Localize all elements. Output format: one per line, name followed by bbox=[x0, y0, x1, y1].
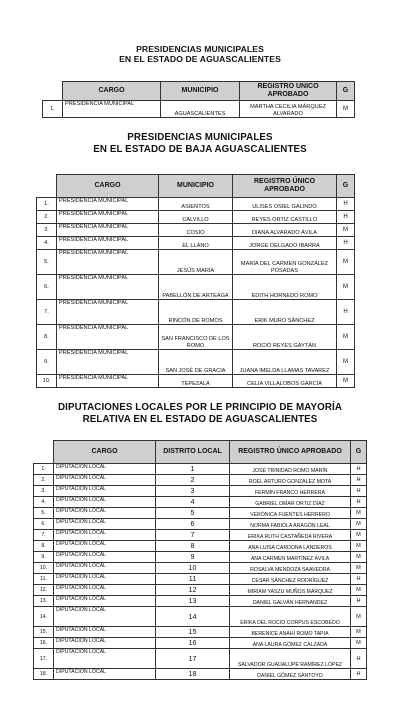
row-number: 4. bbox=[37, 237, 57, 250]
cargo-cell: DIPUTACIÓN LOCAL bbox=[54, 607, 156, 627]
table-row bbox=[37, 325, 355, 350]
distrito-cell: 6 bbox=[156, 519, 230, 530]
row-number: 11. bbox=[34, 574, 54, 585]
cargo-cell: DIPUTACIÓN LOCAL bbox=[54, 574, 156, 585]
cargo-cell: DIPUTACIÓN LOCAL bbox=[54, 475, 156, 486]
header-municipio: MUNICIPIO bbox=[161, 82, 240, 101]
cargo-cell: DIPUTACIÓN LOCAL bbox=[54, 497, 156, 508]
row-number: 1. bbox=[34, 464, 54, 475]
distrito-cell: 5 bbox=[156, 508, 230, 519]
cargo-cell: DIPUTACIÓN LOCAL bbox=[54, 530, 156, 541]
registro-cell: SALVADOR GUADALUPE RAMÍREZ LÓPEZ bbox=[230, 649, 351, 669]
table-row bbox=[34, 530, 367, 541]
municipio-cell: SAN FRANCISCO DE LOS ROMO bbox=[159, 325, 233, 350]
header-g: G bbox=[351, 441, 367, 464]
municipio-cell: EL LLANO bbox=[159, 237, 233, 250]
gender-cell: M bbox=[351, 541, 367, 552]
row-number: 5. bbox=[34, 508, 54, 519]
section3-title-line1: DIPUTACIONES LOCALES POR LE PRINCIPIO DE MAYORÍA bbox=[57, 402, 343, 413]
gender-cell: H bbox=[351, 497, 367, 508]
cargo-cell: DIPUTACIÓN LOCAL bbox=[54, 541, 156, 552]
row-number: 8. bbox=[34, 541, 54, 552]
cargo-cell: DIPUTACIÓN LOCAL bbox=[54, 585, 156, 596]
registro-cell: MARTHA CECILIA MÁRQUEZ ALVARADO bbox=[240, 101, 337, 118]
section1-title-line1: PRESIDENCIAS MUNICIPALES bbox=[136, 44, 264, 54]
gender-cell: M bbox=[351, 530, 367, 541]
table-row bbox=[34, 552, 367, 563]
row-number: 1. bbox=[43, 101, 63, 118]
row-number: 14. bbox=[34, 607, 54, 627]
distrito-cell: 18 bbox=[156, 669, 230, 680]
gender-cell: H bbox=[337, 237, 355, 250]
row-number: 9. bbox=[37, 350, 57, 375]
row-number: 13. bbox=[34, 596, 54, 607]
distrito-cell: 8 bbox=[156, 541, 230, 552]
row-number: 15. bbox=[34, 627, 54, 638]
row-number: 16. bbox=[34, 638, 54, 649]
gender-cell: H bbox=[351, 475, 367, 486]
cargo-cell: DIPUTACIÓN LOCAL bbox=[54, 649, 156, 669]
table-row bbox=[34, 508, 367, 519]
table-row bbox=[34, 519, 367, 530]
cargo-cell: PRESIDENCIA MUNICIPAL bbox=[57, 350, 159, 375]
cargo-cell: DIPUTACIÓN LOCAL bbox=[54, 519, 156, 530]
table-row bbox=[37, 300, 355, 325]
cargo-cell: DIPUTACIÓN LOCAL bbox=[54, 508, 156, 519]
gender-cell: H bbox=[337, 198, 355, 211]
registro-cell: ANA LAURA GÓMEZ CALZADA bbox=[230, 638, 351, 649]
registro-cell: JOSÉ TRINIDAD ROMO MARÍN bbox=[230, 464, 351, 475]
distrito-cell: 11 bbox=[156, 574, 230, 585]
row-number: 5. bbox=[37, 250, 57, 275]
gender-cell: M bbox=[351, 607, 367, 627]
distrito-cell: 10 bbox=[156, 563, 230, 574]
row-number: 7. bbox=[37, 300, 57, 325]
gender-cell: M bbox=[337, 101, 355, 118]
table-row bbox=[34, 497, 367, 508]
municipio-cell: PABELLÓN DE ARTEAGA bbox=[159, 275, 233, 300]
cargo-cell: PRESIDENCIA MUNICIPAL bbox=[57, 224, 159, 237]
table-row bbox=[34, 486, 367, 497]
section1-table bbox=[42, 81, 355, 118]
row-number: 2. bbox=[34, 475, 54, 486]
table-row bbox=[37, 375, 355, 388]
table-row bbox=[37, 211, 355, 224]
row-number: 10. bbox=[37, 375, 57, 388]
cargo-cell: PRESIDENCIA MUNICIPAL bbox=[57, 250, 159, 275]
cargo-cell: PRESIDENCIA MUNICIPAL bbox=[57, 375, 159, 388]
header-cargo: CARGO bbox=[54, 441, 156, 464]
distrito-cell: 17 bbox=[156, 649, 230, 669]
distrito-cell: 9 bbox=[156, 552, 230, 563]
cargo-cell: PRESIDENCIA MUNICIPAL bbox=[57, 237, 159, 250]
gender-cell: H bbox=[337, 300, 355, 325]
row-number: 18. bbox=[34, 669, 54, 680]
distrito-cell: 13 bbox=[156, 596, 230, 607]
gender-cell: H bbox=[351, 649, 367, 669]
registro-cell: ULISES OSIEL GALINDO bbox=[233, 198, 337, 211]
header-cargo: CARGO bbox=[63, 82, 161, 101]
table-row bbox=[34, 627, 367, 638]
row-number: 6. bbox=[37, 275, 57, 300]
row-number: 10. bbox=[34, 563, 54, 574]
table-row bbox=[37, 250, 355, 275]
gender-cell: M bbox=[351, 508, 367, 519]
gender-cell: M bbox=[351, 585, 367, 596]
table-row bbox=[37, 237, 355, 250]
municipio-cell: COSÍO bbox=[159, 224, 233, 237]
gender-cell: H bbox=[351, 574, 367, 585]
table-row bbox=[37, 350, 355, 375]
header-g: G bbox=[337, 82, 355, 101]
gender-cell: H bbox=[351, 464, 367, 475]
distrito-cell: 12 bbox=[156, 585, 230, 596]
registro-cell: MARÍA DEL CARMEN GONZÁLEZ POSADAS bbox=[233, 250, 337, 275]
registro-cell: ANA CARMEN MARTÍNEZ ÁVILA bbox=[230, 552, 351, 563]
registro-cell: DANIEL GÓMEZ SANTOYO bbox=[230, 669, 351, 680]
row-number: 7. bbox=[34, 530, 54, 541]
header-registro: REGISTRO ÚNICO APROBADO bbox=[240, 82, 337, 101]
section3-header-row bbox=[34, 441, 367, 464]
registro-cell: REYES ORTIZ CASTILLO bbox=[233, 211, 337, 224]
section2-table bbox=[36, 174, 355, 388]
row-number: 8. bbox=[37, 325, 57, 350]
row-number: 3. bbox=[34, 486, 54, 497]
registro-cell: GABRIEL OMAR ORTIZ DÍAZ bbox=[230, 497, 351, 508]
table-row bbox=[34, 585, 367, 596]
section2-title-line1: PRESIDENCIAS MUNICIPALES bbox=[127, 132, 273, 143]
section1-header-row bbox=[43, 82, 355, 101]
table-row bbox=[37, 224, 355, 237]
distrito-cell: 1 bbox=[156, 464, 230, 475]
gender-cell: M bbox=[337, 275, 355, 300]
table-row bbox=[34, 649, 367, 669]
header-blank bbox=[37, 175, 57, 198]
cargo-cell: PRESIDENCIA MUNICIPAL bbox=[57, 211, 159, 224]
registro-cell: ROCIÓ REYES GAYTÁN bbox=[233, 325, 337, 350]
registro-cell: CESAR SÁNCHEZ RODRÍGUEZ bbox=[230, 574, 351, 585]
table-row bbox=[34, 596, 367, 607]
registro-cell: DANIEL GALVÁN HERNANDEZ bbox=[230, 596, 351, 607]
header-distrito: DISTRITO LOCAL bbox=[156, 441, 230, 464]
row-number: 17. bbox=[34, 649, 54, 669]
cargo-cell: PRESIDENCIA MUNICIPAL bbox=[63, 101, 161, 118]
cargo-cell: DIPUTACIÓN LOCAL bbox=[54, 486, 156, 497]
header-cargo: CARGO bbox=[57, 175, 159, 198]
municipio-cell: JESÚS MARÍA bbox=[159, 250, 233, 275]
gender-cell: H bbox=[351, 596, 367, 607]
cargo-cell: DIPUTACIÓN LOCAL bbox=[54, 552, 156, 563]
cargo-cell: DIPUTACIÓN LOCAL bbox=[54, 464, 156, 475]
row-number: 12. bbox=[34, 585, 54, 596]
municipio-cell: SAN JOSÉ DE GRACIA bbox=[159, 350, 233, 375]
registro-cell: ERIKA DEL ROCIO CORPUS ESCOBEDO bbox=[230, 607, 351, 627]
cargo-cell: DIPUTACIÓN LOCAL bbox=[54, 638, 156, 649]
distrito-cell: 3 bbox=[156, 486, 230, 497]
row-number: 1. bbox=[37, 198, 57, 211]
section3-title-line2: RELATIVA EN EL ESTADO DE AGUASCALIENTES bbox=[82, 414, 318, 425]
section1-title-line2: EN EL ESTADO DE AGUASCALIENTES bbox=[119, 54, 281, 64]
gender-cell: H bbox=[337, 211, 355, 224]
table-row bbox=[34, 607, 367, 627]
gender-cell: H bbox=[351, 486, 367, 497]
gender-cell: M bbox=[351, 552, 367, 563]
header-blank bbox=[43, 82, 63, 101]
gender-cell: M bbox=[351, 627, 367, 638]
table-row bbox=[34, 574, 367, 585]
gender-cell: M bbox=[337, 375, 355, 388]
row-number: 4. bbox=[34, 497, 54, 508]
registro-cell: MIRIAM YASZU MUÑOS MÁRQUEZ bbox=[230, 585, 351, 596]
cargo-cell: PRESIDENCIA MUNICIPAL bbox=[57, 325, 159, 350]
section2-title-line2: EN EL ESTADO DE BAJA AGUASCALIENTES bbox=[93, 144, 307, 155]
municipio-cell: ASIENTOS bbox=[159, 198, 233, 211]
cargo-cell: DIPUTACIÓN LOCAL bbox=[54, 627, 156, 638]
table-row bbox=[37, 275, 355, 300]
header-registro: REGISTRO ÚNICO APROBADO bbox=[230, 441, 351, 464]
table-row bbox=[34, 669, 367, 680]
registro-cell: BERENICE ANAHÍ ROMO TAPIA bbox=[230, 627, 351, 638]
table-row bbox=[37, 198, 355, 211]
registro-cell: ANA LUISA CARDONA LANDEROS bbox=[230, 541, 351, 552]
gender-cell: M bbox=[337, 325, 355, 350]
registro-cell: ROEL ARTURO GONZÁLEZ MOTA bbox=[230, 475, 351, 486]
registro-cell: JUANA IMELDA LLAMAS TAVAREZ bbox=[233, 350, 337, 375]
cargo-cell: PRESIDENCIA MUNICIPAL bbox=[57, 275, 159, 300]
table-row bbox=[34, 475, 367, 486]
registro-cell: DIANA ALVARADO ÁVILA bbox=[233, 224, 337, 237]
registro-cell: ERIK MURO SÁNCHEZ bbox=[233, 300, 337, 325]
cargo-cell: DIPUTACIÓN LOCAL bbox=[54, 563, 156, 574]
header-municipio: MUNICIPIO bbox=[159, 175, 233, 198]
distrito-cell: 2 bbox=[156, 475, 230, 486]
row-number: 6. bbox=[34, 519, 54, 530]
header-blank bbox=[34, 441, 54, 464]
cargo-cell: DIPUTACIÓN LOCAL bbox=[54, 669, 156, 680]
municipio-cell: AGUASCALIENTES bbox=[161, 101, 240, 118]
section3-table bbox=[33, 440, 367, 680]
table-row bbox=[34, 541, 367, 552]
registro-cell: CELIA VILLALOBOS GARCÍA bbox=[233, 375, 337, 388]
distrito-cell: 7 bbox=[156, 530, 230, 541]
gender-cell: M bbox=[337, 350, 355, 375]
table-row bbox=[43, 101, 355, 118]
row-number: 2. bbox=[37, 211, 57, 224]
cargo-cell: DIPUTACIÓN LOCAL bbox=[54, 596, 156, 607]
registro-cell: ERIKA RUTH CASTAÑEDA RIVERA bbox=[230, 530, 351, 541]
municipio-cell: RINCÓN DE ROMOS bbox=[159, 300, 233, 325]
section2-header-row bbox=[37, 175, 355, 198]
registro-cell: VERÓNICA FUENTES HERRERO bbox=[230, 508, 351, 519]
distrito-cell: 15 bbox=[156, 627, 230, 638]
table-row bbox=[34, 638, 367, 649]
municipio-cell: CALVILLO bbox=[159, 211, 233, 224]
gender-cell: M bbox=[351, 638, 367, 649]
registro-cell: NORMA FABIOLA ARAGÓN LEAL bbox=[230, 519, 351, 530]
table-row bbox=[34, 464, 367, 475]
gender-cell: M bbox=[351, 519, 367, 530]
gender-cell: H bbox=[351, 669, 367, 680]
registro-cell: EDITH HORNEDO ROMO bbox=[233, 275, 337, 300]
gender-cell: M bbox=[337, 224, 355, 237]
registro-cell: ROSALVA MENDOZA SAAVEDRA bbox=[230, 563, 351, 574]
municipio-cell: TEPEZALÁ bbox=[159, 375, 233, 388]
distrito-cell: 16 bbox=[156, 638, 230, 649]
cargo-cell: PRESIDENCIA MUNICIPAL bbox=[57, 300, 159, 325]
registro-cell: FERMÍN FRANCO HERRERA bbox=[230, 486, 351, 497]
distrito-cell: 4 bbox=[156, 497, 230, 508]
registro-cell: JORGE DELGADO IBARRA bbox=[233, 237, 337, 250]
row-number: 3. bbox=[37, 224, 57, 237]
gender-cell: M bbox=[351, 563, 367, 574]
row-number: 9. bbox=[34, 552, 54, 563]
header-g: G bbox=[337, 175, 355, 198]
cargo-cell: PRESIDENCIA MUNICIPAL bbox=[57, 198, 159, 211]
distrito-cell: 14 bbox=[156, 607, 230, 627]
header-registro: REGISTRO ÚNICO APROBADO bbox=[233, 175, 337, 198]
gender-cell: M bbox=[337, 250, 355, 275]
table-row bbox=[34, 563, 367, 574]
